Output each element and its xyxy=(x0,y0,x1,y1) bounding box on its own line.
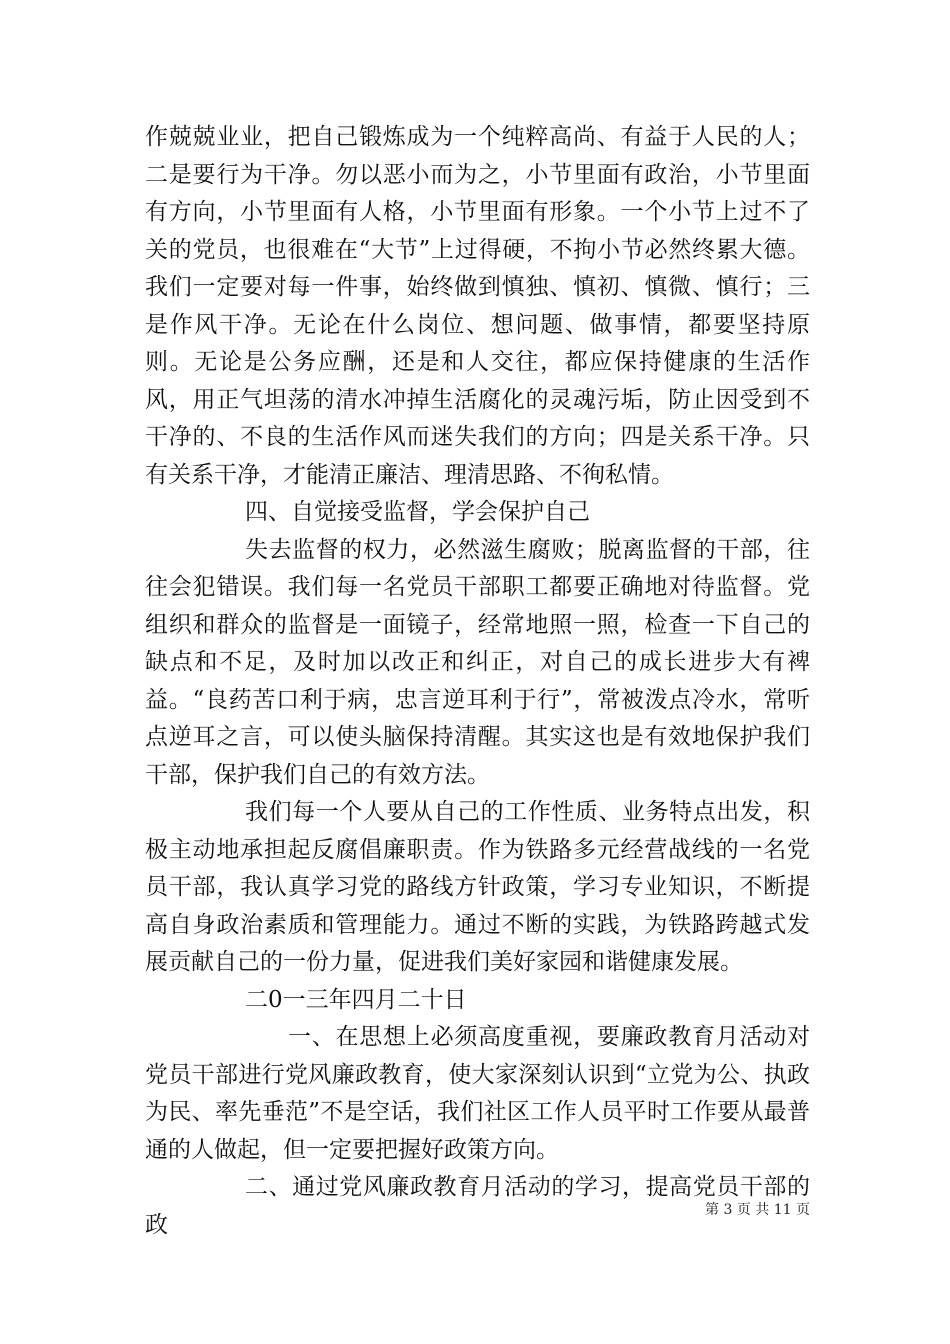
paragraph-responsibility: 我们每一个人要从自己的工作性质、业务特点出发，积极主动地承担起反腐倡廉职责。作为铁路多元经营战线的一名党员干部，我认真学习党的路线方针政策，学习专业知识，不断提高自身政治素质和管理能力。通过不断的实践，为铁路跨越式发展贡献自己的一份力量，促进我们美好家园和谐健康发展。 xyxy=(145,799,810,975)
paragraph-continuation: 作兢兢业业，把自己锻炼成为一个纯粹高尚、有益于人民的人；二是要行为干净。勿以恶小而为之，小节里面有政治，小节里面有方向，小节里面有人格，小节里面有形象。一个小节上过不了关的党员，也很难在“大节”上过得硬，不拘小节必然终累大德。我们一定要对每一件事，始终做到慎独、慎初、慎微、慎行；三是作风干净。无论在什么岗位、想问题、做事情，都要坚持原则。无论是公务应酬，还是和人交往，都应保持健康的生活作风，用正气坦荡的清水冲掉生活腐化的灵魂污垢，防止因受到不干净的、不良的生活作风而迷失我们的方向；四是关系干净。只有关系干净，才能清正廉洁、理清思路、不徇私情。 xyxy=(145,124,810,488)
document-body xyxy=(145,119,810,1244)
page-number-footer: 第 3 页 共 11 页 xyxy=(705,1202,810,1218)
document-date: 二0一三年四月二十日 xyxy=(245,986,467,1013)
paragraph-point-two: 二、通过党风廉政教育月活动的学习，提高党员干部的政 xyxy=(145,1174,810,1238)
section-heading: 四、自觉接受监督，学会保护自己 xyxy=(245,499,590,525)
paragraph-supervision: 失去监督的权力，必然滋生腐败；脱离监督的干部，往往会犯错误。我们每一名党员干部职工都要正确地对待监督。党组织和群众的监督是一面镜子，经常地照一照，检查一下自己的缺点和不足，及时加以改正和纠正，对自己的成长进步大有裨益。“良药苦口利于病，忠言逆耳利于行”，常被泼点冷水，常听点逆耳之言，可以使头脑保持清醒。其实这也是有效地保护我们干部，保护我们自己的有效方法。 xyxy=(145,536,810,788)
paragraph-point-one: 一、在思想上必须高度重视，要廉政教育月活动对党员干部进行党风廉政教育，使大家深刻认识到“立党为公、执政为民、率先垂范”不是空话，我们社区工作人员平时工作要从最普通的人做起，但一定要把握好政策方向。 xyxy=(145,1024,810,1163)
